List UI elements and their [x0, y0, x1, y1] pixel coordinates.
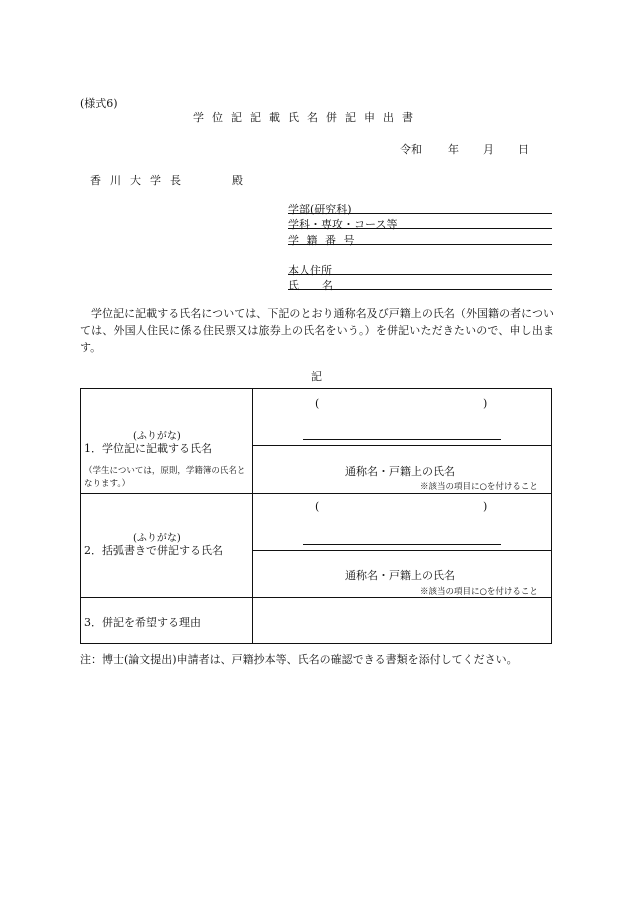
- application-table: [80, 388, 552, 644]
- name-label-char1: 氏: [288, 279, 299, 292]
- request-paragraph: 学位記に記載する氏名については、下記のとおり通称名及び戸籍上の氏名（外国籍の者については、外国人住民に係る住民票又は旅券上の氏名をいう。）を併記いただきたいので、申し出ます。: [80, 307, 554, 354]
- footnote: 注：博士(論文提出)申請者は、戸籍抄本等、氏名の確認できる書類を添付してください。: [80, 653, 518, 666]
- record-label: 記: [311, 370, 322, 383]
- faculty-label: 学部(研究科): [288, 203, 352, 216]
- date-era: 令和: [400, 143, 422, 156]
- row2-name-type-note: ※該当の項目に○を付けること: [420, 587, 538, 597]
- name-label-char2: 名: [322, 279, 333, 292]
- row1-bottom: [81, 493, 552, 494]
- department-label: 学科・専攻・コース等: [288, 218, 398, 231]
- reason-input-area[interactable]: [253, 598, 551, 642]
- row1-label: 1．学位記に記載する氏名: [84, 442, 212, 455]
- row2-paren-close: ): [483, 500, 488, 513]
- row2-split: [252, 550, 552, 551]
- row1-furigana: (ふりがな): [133, 431, 181, 442]
- faculty-line[interactable]: [288, 213, 552, 214]
- document-title: 学位記記載氏名併記申出書: [193, 111, 421, 124]
- address-line[interactable]: [288, 274, 552, 275]
- row1-note: （学生については，原則，学籍簿の氏名となります。）: [84, 466, 246, 489]
- row2-name-input-line[interactable]: [303, 544, 501, 545]
- row1-paren-open: (: [315, 397, 320, 410]
- row2-name-type[interactable]: 通称名・戸籍上の氏名: [345, 569, 455, 582]
- row2-label: 2．括弧書きで併記する氏名: [84, 544, 223, 557]
- student-id-label: 学 籍 番 号: [288, 234, 357, 247]
- date-year-label: 年: [448, 143, 459, 156]
- form-number: (様式6): [80, 97, 118, 110]
- addressee-name: 香川大学長: [90, 174, 190, 187]
- row2-furigana: (ふりがな): [133, 533, 181, 544]
- date-day-label: 日: [518, 143, 529, 156]
- department-line[interactable]: [288, 228, 552, 229]
- row2-paren-open: (: [315, 500, 320, 513]
- address-label: 本人住所: [288, 264, 332, 277]
- row1-name-input-line[interactable]: [303, 439, 501, 440]
- name-line[interactable]: [288, 289, 552, 290]
- date-month-label: 月: [483, 143, 494, 156]
- row1-split: [252, 445, 552, 446]
- row3-label: 3．併記を希望する理由: [84, 616, 201, 629]
- row1-paren-close: ): [483, 397, 488, 410]
- student-id-line[interactable]: [288, 244, 552, 245]
- row1-name-type-note: ※該当の項目に○を付けること: [420, 482, 538, 492]
- addressee-honorific: 殿: [232, 174, 243, 187]
- row1-name-type[interactable]: 通称名・戸籍上の氏名: [345, 465, 455, 478]
